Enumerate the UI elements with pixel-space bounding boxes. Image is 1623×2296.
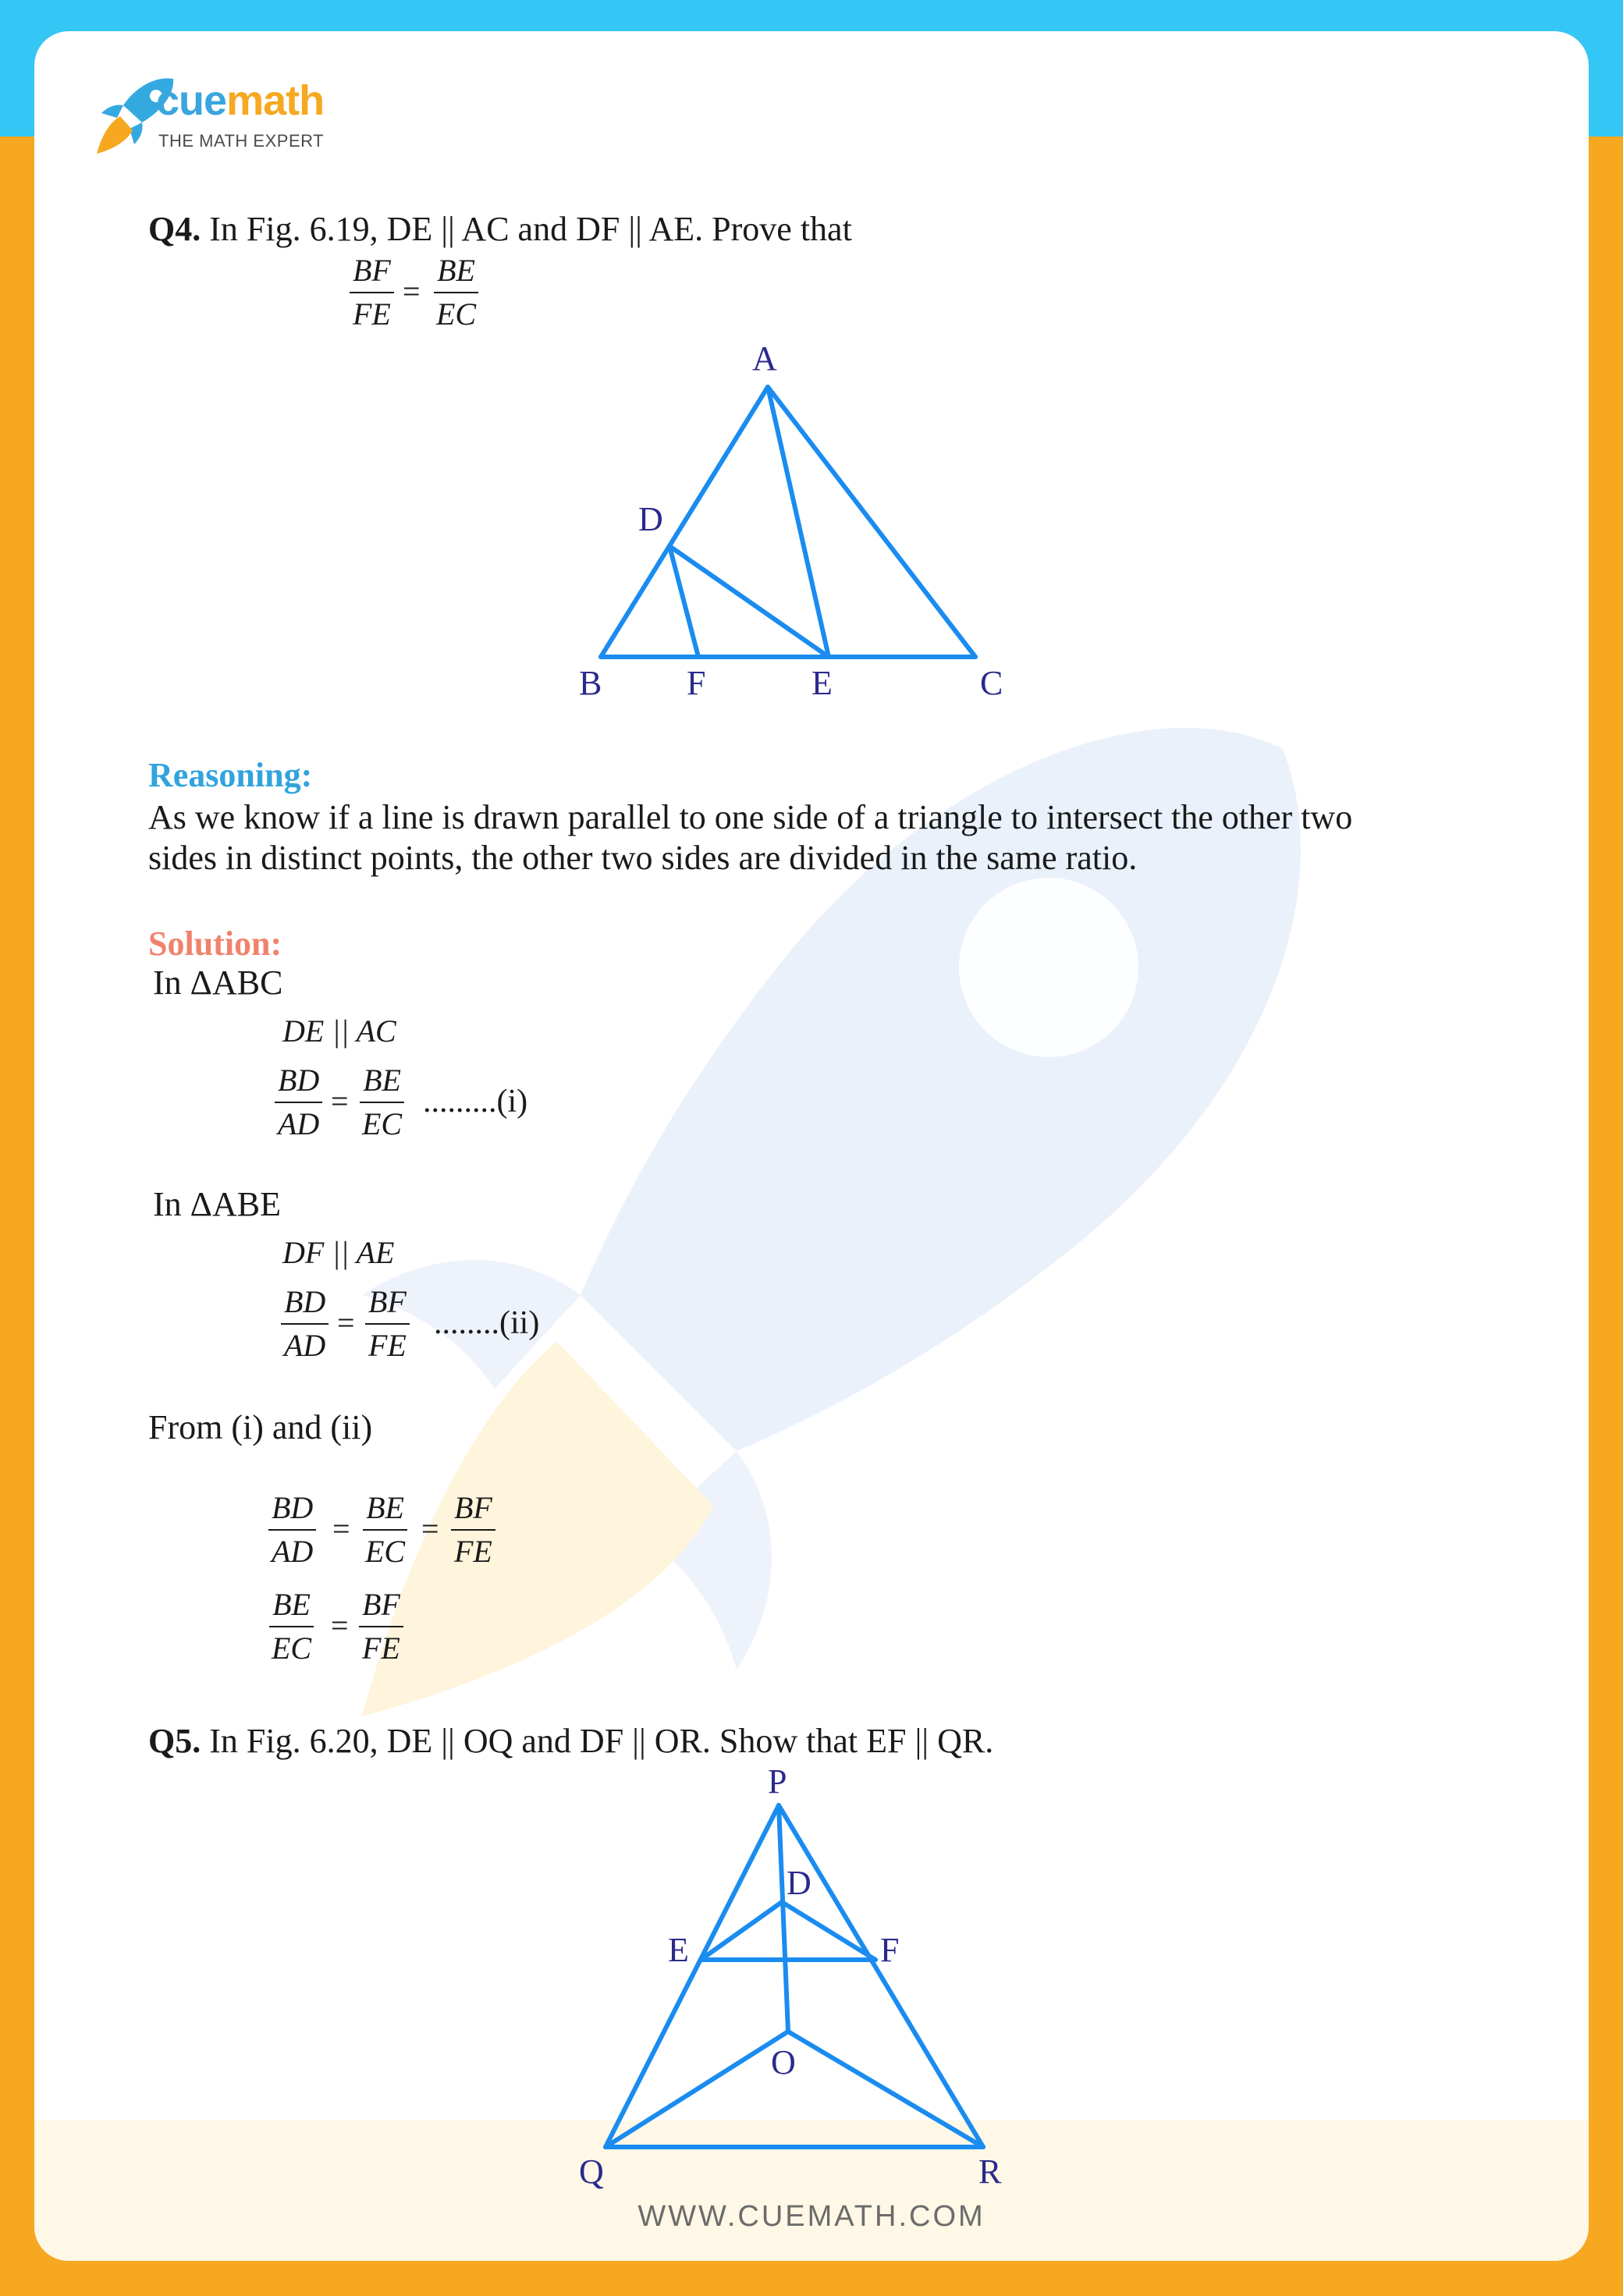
frac-num: BF (350, 253, 394, 293)
frac-num: BE (269, 1587, 314, 1627)
frac-den: FE (454, 1534, 492, 1569)
point-label-e: E (812, 664, 833, 702)
q5-figure-triangle-pqr (562, 1762, 1046, 2198)
point-label-o: O (771, 2043, 796, 2081)
brand-wordmark (156, 76, 324, 125)
eq4-right-fraction (359, 1587, 403, 1666)
point-label-f: F (687, 664, 706, 702)
eq1-right-fraction (359, 1063, 405, 1142)
q5-number: Q5. (148, 1722, 201, 1760)
equation-tag-ii: ........(ii) (434, 1305, 540, 1341)
point-label-r: R (978, 2152, 1002, 2191)
point-label-e: E (668, 1931, 689, 1969)
segment-po (779, 1805, 788, 2032)
q4-number: Q4. (148, 210, 201, 248)
frac-num: BD (275, 1063, 322, 1103)
frac-den: EC (365, 1534, 406, 1569)
frac-den: EC (362, 1106, 403, 1141)
frac-num: BF (365, 1284, 410, 1325)
frac-num: BF (359, 1587, 403, 1627)
frac-num: BE (363, 1490, 407, 1531)
eq4-left-fraction (268, 1587, 314, 1666)
frac-den: FE (368, 1328, 407, 1363)
eq3-fraction-c (451, 1490, 495, 1570)
frac-den: FE (353, 296, 391, 332)
footer-website-url: WWW.CUEMATH.COM (637, 2200, 986, 2233)
point-label-q: Q (579, 2152, 604, 2191)
eq3-fraction-a (268, 1490, 316, 1570)
equals-sign: = (331, 1084, 349, 1119)
frac-num: BE (434, 253, 478, 293)
eq2-right-fraction (365, 1284, 410, 1364)
frac-den: AD (272, 1534, 314, 1569)
solution-heading: Solution: (148, 924, 282, 963)
frac-den: FE (362, 1631, 400, 1666)
equals-sign: = (337, 1305, 355, 1340)
q5-text: In Fig. 6.20, DE || OQ and DF || OR. Show that EF || QR. (209, 1722, 994, 1760)
brand-name-part2: math (226, 77, 325, 124)
segment-ab (601, 387, 768, 657)
eq2-left-fraction (281, 1284, 329, 1364)
from-i-and-ii: From (i) and (ii) (148, 1408, 373, 1446)
reasoning-line-1: As we know if a line is drawn parallel to one side of a triangle to intersect the other two (148, 798, 1353, 836)
point-label-b: B (579, 664, 602, 702)
equation-tag-i: .........(i) (423, 1084, 528, 1120)
frac-den: AD (284, 1328, 326, 1363)
point-label-p: P (768, 1762, 787, 1801)
reasoning-heading: Reasoning: (148, 756, 313, 794)
q4-question (148, 209, 852, 250)
equals-sign: = (403, 274, 421, 309)
point-label-a: A (752, 339, 777, 378)
q4-figure-triangle-abc (546, 328, 1030, 710)
q4-claim-left-fraction (350, 253, 394, 332)
frac-den: EC (436, 296, 477, 332)
frac-num: BD (281, 1284, 329, 1325)
segment-pq (606, 1805, 779, 2147)
eq3-fraction-b (362, 1490, 408, 1570)
point-label-d: D (638, 500, 663, 538)
brand-tagline: THE MATH EXPERT (158, 131, 325, 151)
solution-triangle-abe: In ΔABE (153, 1185, 281, 1223)
solution-triangle-abc: In ΔABC (153, 963, 283, 1002)
reasoning-line-2: sides in distinct points, the other two sides are divided in the same ratio. (148, 839, 1138, 877)
equals-sign: = (421, 1511, 439, 1546)
parallel-df-ae: DF || AE (282, 1235, 395, 1270)
equals-sign: = (332, 1511, 350, 1546)
eq1-left-fraction (275, 1063, 322, 1142)
segment-df (782, 1902, 875, 1960)
point-label-d: D (787, 1864, 812, 1902)
frac-num: BE (360, 1063, 404, 1103)
segment-pr (779, 1805, 983, 2147)
q4-claim-right-fraction (433, 253, 479, 332)
equals-sign: = (331, 1608, 349, 1643)
segment-ro (788, 2032, 983, 2147)
parallel-de-ac: DE || AC (282, 1013, 396, 1049)
q4-text: In Fig. 6.19, DE || AC and DF || AE. Prove that (209, 210, 852, 248)
point-label-f: F (880, 1931, 900, 1969)
q5-question (148, 1721, 993, 1762)
frac-den: EC (272, 1631, 312, 1666)
frac-den: AD (278, 1106, 320, 1141)
point-label-c: C (980, 664, 1003, 702)
frac-num: BF (451, 1490, 495, 1531)
brand-name-part1: cue (156, 77, 227, 124)
frac-num: BD (268, 1490, 316, 1531)
